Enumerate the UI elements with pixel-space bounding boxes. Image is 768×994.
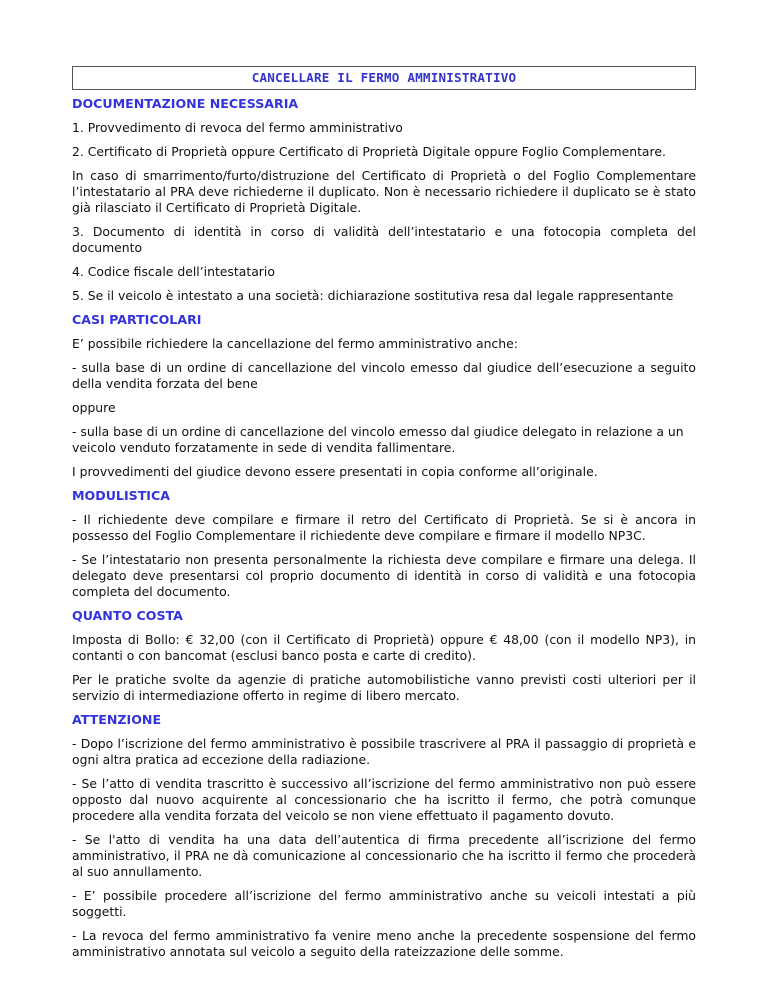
paragraph: 2. Certificato di Proprietà oppure Certificato di Proprietà Digitale oppure Foglio Complementare.: [72, 144, 666, 159]
section-heading: CASI PARTICOLARI: [72, 312, 202, 327]
paragraph: oppure: [72, 400, 116, 415]
paragraph: I provvedimenti del giudice devono essere presentati in copia conforme all’originale.: [72, 464, 598, 479]
paragraph: Imposta di Bollo: € 32,00 (con il Certificato di Proprietà) oppure € 48,00 (con il modello NP3), in contanti o con bancomat (esclusi banco posta e carte di credito).: [72, 632, 696, 663]
paragraph: - Se l’atto di vendita trascritto è successivo all’iscrizione del fermo amministrativo non può essere opposto dal nuovo acquirente al concessionario che ha iscritto il fermo, che potrà comunque procedere alla vendita forzata del veicolo se non viene effettuato il pagamento dovuto.: [72, 776, 696, 823]
section-documentazione: [72, 96, 696, 304]
section-quanto-costa: [72, 608, 696, 704]
section-heading: MODULISTICA: [72, 488, 170, 503]
paragraph: - Se l'atto di vendita ha una data dell’autentica di firma precedente all’iscrizione del fermo amministrativo, il PRA ne dà comunicazione al concessionario che ha iscritto il fermo che procederà al suo annullamento.: [72, 832, 696, 879]
paragraph: 4. Codice fiscale dell’intestatario: [72, 264, 275, 279]
paragraph: In caso di smarrimento/furto/distruzione del Certificato di Proprietà o del Foglio Complementare l’intestatario al PRA deve richiederne il duplicato. Non è necessario richiedere il duplicato se è stato già rilasciato il Certificato di Proprietà Digitale.: [72, 168, 696, 215]
document-title: CANCELLARE IL FERMO AMMINISTRATIVO: [72, 66, 696, 90]
paragraph: - sulla base di un ordine di cancellazione del vincolo emesso dal giudice delegato in relazione a un veicolo venduto forzatamente in sede di vendita fallimentare.: [72, 424, 684, 455]
section-modulistica: [72, 488, 696, 600]
paragraph: - sulla base di un ordine di cancellazione del vincolo emesso dal giudice dell’esecuzione a seguito della vendita forzata del bene: [72, 360, 696, 391]
paragraph: Per le pratiche svolte da agenzie di pratiche automobilistiche vanno previsti costi ulteriori per il servizio di intermediazione offerto in regime di libero mercato.: [72, 672, 696, 703]
paragraph: - Il richiedente deve compilare e firmare il retro del Certificato di Proprietà. Se si è ancora in possesso del Foglio Complementare il richiedente deve compilare e firmare il modello NP3C.: [72, 512, 696, 543]
section-heading: QUANTO COSTA: [72, 608, 183, 623]
section-attenzione: [72, 712, 696, 960]
paragraph: 5. Se il veicolo è intestato a una società: dichiarazione sostitutiva resa dal legale rappresentante: [72, 288, 674, 303]
paragraph: E’ possibile richiedere la cancellazione del fermo amministrativo anche:: [72, 336, 518, 351]
section-heading: DOCUMENTAZIONE NECESSARIA: [72, 96, 299, 111]
paragraph: 1. Provvedimento di revoca del fermo amministrativo: [72, 120, 403, 135]
section-casi-particolari: [72, 312, 696, 480]
document-page: [72, 66, 696, 968]
paragraph: 3. Documento di identità in corso di validità dell’intestatario e una fotocopia completa del documento: [72, 224, 696, 255]
paragraph: - La revoca del fermo amministrativo fa venire meno anche la precedente sospensione del fermo amministrativo annotata sul veicolo a seguito della rateizzazione delle somme.: [72, 928, 696, 959]
paragraph: - Dopo l’iscrizione del fermo amministrativo è possibile trascrivere al PRA il passaggio di proprietà e ogni altra pratica ad eccezione della radiazione.: [72, 736, 696, 767]
paragraph: - Se l’intestatario non presenta personalmente la richiesta deve compilare e firmare una delega. Il delegato deve presentarsi col proprio documento di identità in corso di validità e una fotocopia completa del documento.: [72, 552, 696, 599]
section-heading: ATTENZIONE: [72, 712, 162, 727]
paragraph: - E’ possibile procedere all’iscrizione del fermo amministrativo anche su veicoli intestati a più soggetti.: [72, 888, 696, 919]
